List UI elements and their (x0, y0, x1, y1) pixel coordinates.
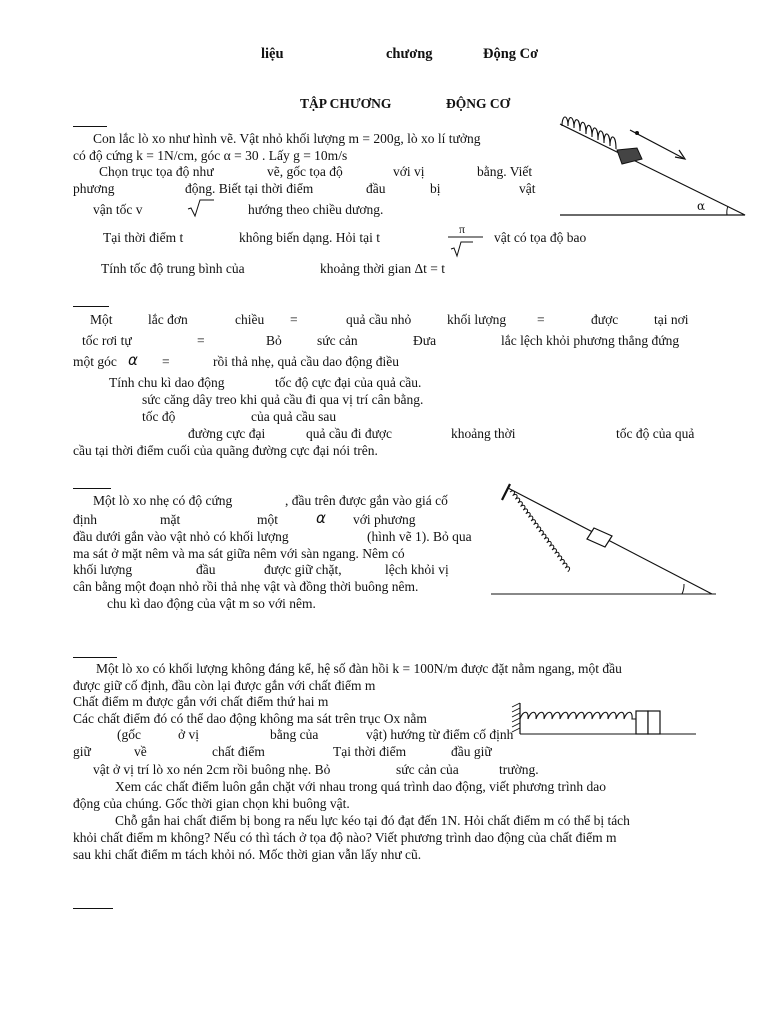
p2-line-4a: Tính chu kì dao động (109, 375, 225, 390)
p2-line-7a: đường cực đại (188, 426, 266, 441)
sqrt-symbol (187, 198, 215, 218)
problem-4-marker (73, 657, 117, 658)
p2-line-2b: = (197, 333, 205, 348)
horizontal-spring-figure (508, 700, 700, 742)
header-word-1: liệu (261, 46, 284, 62)
p3-line-3b: (hình vẽ 1). Bỏ qua (367, 529, 472, 544)
p3-line-7: chu kì dao động của vật m so với nêm. (107, 596, 316, 611)
p1-line-3c: với vị (393, 164, 425, 179)
p2-line-2a: tốc rơi tự (82, 333, 132, 348)
p4-line-5c: bằng của (270, 727, 319, 742)
header-word-3: Động Cơ (483, 46, 539, 62)
p2-line-2d: sức cản (317, 333, 358, 348)
p4-line-12: sau khi chất điểm m tách khỏi nó. Mốc thời gian vẫn lấy như cũ. (73, 847, 422, 862)
p4-line-11: khỏi chất điểm m không? Nếu có thì tách ở tọa độ nào? Viết phương trình dao động của chất điểm m (73, 830, 617, 845)
p2-line-2c: Bỏ (266, 333, 282, 348)
p3-line-2d: với phương (353, 512, 416, 527)
p2-line-2e: Đưa (413, 333, 437, 348)
p2-line-1f: khối lượng (447, 312, 507, 327)
p1-line-3d: bằng. Viết (477, 164, 533, 179)
p4-line-6d: Tại thời điểm (333, 744, 407, 759)
p2-line-8: cầu tại thời điểm cuối của quãng đường cực đại nói trên. (73, 443, 378, 458)
p4-line-7b: sức cản của (396, 762, 459, 777)
p1-line-4e: vật (519, 181, 536, 196)
p2-line-4b: tốc độ cực đại của quả cầu. (275, 375, 422, 390)
p3-line-1b: , đầu trên được gắn vào giá cố (285, 493, 448, 508)
alpha-symbol: α (128, 351, 138, 369)
p1-line-6a: Tại thời điểm t (103, 230, 184, 245)
problem-1-marker (73, 126, 107, 127)
p4-line-5d: vật) hướng từ điểm cố định (366, 727, 514, 742)
p2-line-7b: quả cầu đi được (306, 426, 393, 441)
p1-line-5a: vận tốc v (93, 202, 143, 217)
p1-line-6b: không biến dạng. Hỏi tại t (239, 230, 380, 245)
problem-3-marker (73, 488, 111, 489)
p2-line-1g: = (537, 312, 545, 327)
p4-line-2: được giữ cố định, đầu còn lại được gắn với chất điểm m (73, 678, 376, 693)
incline-spring-figure (555, 112, 755, 220)
p2-line-7c: khoảng thời (451, 426, 516, 441)
title-word-2: ĐỘNG CƠ (446, 96, 511, 111)
p1-line-4a: phương (73, 181, 115, 196)
title-word-1: TẬP CHƯƠNG (300, 96, 392, 111)
p1-line-7b: khoảng thời gian Δt = t (320, 261, 446, 276)
p2-line-6a: tốc độ (142, 409, 176, 424)
p3-line-3a: đầu dưới gắn vào vật nhỏ có khối lượng (73, 529, 289, 544)
p1-line-7a: Tính tốc độ trung bình của (101, 261, 245, 276)
p4-line-6e: đầu giữ (451, 744, 492, 759)
p3-line-5b: đầu (196, 562, 216, 577)
p2-line-7d: tốc độ của quả (616, 426, 695, 441)
p2-line-1h: được (591, 312, 619, 327)
p1-line-3a: Chọn trục tọa độ như (99, 164, 214, 179)
p1-line-4c: đầu (366, 181, 386, 196)
p4-line-6a: giữ (73, 744, 91, 759)
p4-line-8: Xem các chất điểm luôn gắn chặt với nhau trong quá trình dao động, viết phương trình dao (115, 779, 606, 794)
p3-line-5d: lệch khỏi vị (385, 562, 449, 577)
wedge-spring-figure (490, 478, 718, 602)
p3-line-5c: được giữ chặt, (264, 562, 342, 577)
p2-line-6b: của quả cầu sau (251, 409, 337, 424)
p2-line-1c: chiều (235, 312, 265, 327)
p1-line-4d: bị (430, 181, 441, 196)
p1-line-1: Con lắc lò xo như hình vẽ. Vật nhỏ khối lượng m = 200g, lò xo lí tưởng (93, 131, 481, 146)
p2-line-5: sức căng dây treo khi quả cầu đi qua vị trí cân bằng. (142, 392, 424, 407)
alpha-symbol-2: α (316, 509, 326, 527)
header-word-2: chương (386, 46, 433, 62)
p2-line-1a: Một (90, 312, 113, 327)
p2-line-3c: rồi thả nhẹ, quả cầu dao động điều (213, 354, 399, 369)
problem-2-marker (73, 306, 109, 307)
p1-line-6c: vật có tọa độ bao (494, 230, 587, 245)
p1-fraction-pi: π (459, 222, 466, 236)
p3-line-5a: khối lượng (73, 562, 133, 577)
p4-line-10: Chỗ gắn hai chất điểm bị bong ra nếu lực kéo tại đó đạt đến 1N. Hỏi chất điểm m có thể bị tách (115, 813, 630, 828)
p4-line-7c: trường. (499, 762, 539, 777)
p3-line-2a: định (73, 512, 98, 527)
p4-line-4: Các chất điểm đó có thể dao động không ma sát trên trục Ox nằm (73, 711, 427, 726)
p2-line-1i: tại nơi (654, 312, 689, 327)
p1-line-3b: vẽ, gốc tọa độ (267, 164, 343, 179)
p4-line-6b: về (134, 744, 147, 759)
p1-line-5b: hướng theo chiều dương. (248, 202, 384, 217)
p2-line-1e: quả cầu nhỏ (346, 312, 412, 327)
p3-line-2c: một (257, 512, 279, 527)
p2-line-1b: lắc đơn (148, 312, 188, 327)
p4-line-5b: ở vị (178, 727, 200, 742)
p4-line-6c: chất điểm (212, 744, 265, 759)
p2-line-3a: một góc (73, 354, 117, 369)
p4-line-9: động của chúng. Gốc thời gian chọn khi buông vật. (73, 796, 350, 811)
p3-line-4: ma sát ở mặt nêm và ma sát giữa nêm với sàn ngang. Nêm có (73, 546, 405, 561)
p2-line-3b: = (162, 354, 170, 369)
p2-line-2f: lắc lệch khỏi phương thẳng đứng (501, 333, 680, 348)
p3-line-1a: Một lò xo nhẹ có độ cứng (93, 493, 233, 508)
p1-line-2: có độ cứng k = 1N/cm, góc α = 30 . Lấy g = 10m/s (73, 148, 348, 163)
fraction-bar-sqrt (447, 234, 485, 260)
p4-line-1: Một lò xo có khối lượng không đáng kể, hệ số đàn hồi k = 100N/m được đặt nằm ngang, một đầu (96, 661, 622, 676)
angle-alpha-label: α (697, 199, 706, 213)
p4-line-3: Chất điểm m được gắn với chất điểm thứ hai m (73, 694, 329, 709)
p4-line-7a: vật ở vị trí lò xo nén 2cm rồi buông nhẹ. Bỏ (93, 762, 331, 777)
p1-line-4b: động. Biết tại thời điểm (185, 181, 314, 196)
p2-line-1d: = (290, 312, 298, 327)
p3-line-6: cân bằng một đoạn nhỏ rồi thả nhẹ vật và đồng thời buông nêm. (73, 579, 419, 594)
p3-line-2b: mặt (160, 512, 181, 527)
problem-5-marker (73, 908, 113, 909)
p4-line-5a: (gốc (117, 727, 141, 742)
